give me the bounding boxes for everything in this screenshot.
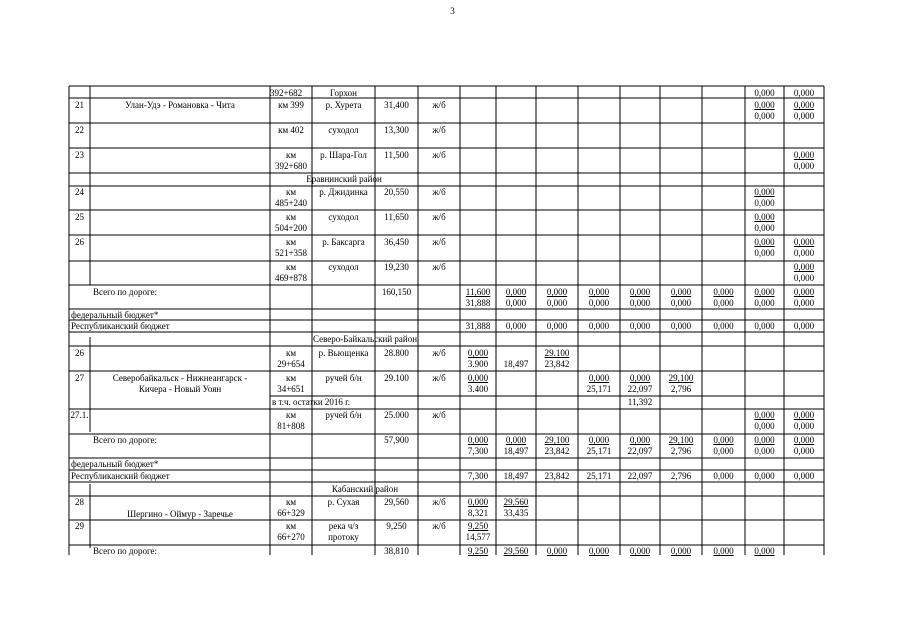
total-value: 0,000	[588, 287, 610, 297]
cell-place: р. Шара-Гол	[320, 150, 367, 160]
budget-value: 23,842	[544, 471, 570, 481]
budget-value: 18,497	[503, 471, 529, 481]
total-value: 0,000	[588, 435, 610, 445]
row-number: 29	[75, 521, 84, 531]
republic-budget-label: Республиканский бюджет	[71, 471, 170, 481]
cell-km: 66+329	[277, 508, 305, 518]
cell-value: 0,000	[793, 88, 815, 98]
budget-value: 0,000	[588, 321, 610, 331]
cell-value: 18,497	[503, 359, 529, 369]
road-name-line2: Кичера - Новый Уоян	[138, 384, 222, 394]
cell-type: ж/б	[432, 373, 446, 383]
total-length: 38,810	[384, 546, 409, 556]
cell-length: 11,500	[384, 150, 409, 160]
cell-value: 3.900	[467, 359, 489, 369]
cell-place: р. Хурета	[325, 100, 362, 110]
cell-type: ж/б	[432, 100, 446, 110]
total-value: 29,100	[668, 435, 694, 445]
total-length: 160,150	[381, 287, 412, 297]
budget-value: 0,000	[505, 321, 527, 331]
cell-value: 33,435	[503, 508, 529, 518]
cell-value: 0,000	[754, 111, 775, 121]
cell-km: 392+680	[274, 161, 308, 171]
cell-place: суходол	[328, 125, 359, 135]
cell-value: 3.400	[467, 384, 489, 394]
budget-value: 0,000	[670, 321, 692, 331]
budget-value: 31,888	[465, 321, 491, 331]
total-value: 7,300	[467, 446, 489, 456]
total-value: 0,000	[754, 546, 775, 556]
total-value: 0,000	[629, 435, 651, 445]
total-value: 0,000	[670, 298, 692, 308]
total-value: 0,000	[793, 287, 815, 297]
cell-length: 11,650	[384, 212, 409, 222]
row-number: 21	[75, 100, 84, 110]
row-number: 28	[75, 497, 84, 507]
cell-value: 0,000	[754, 410, 775, 420]
budget-value: 0,000	[793, 471, 815, 481]
cell-value: 0,000	[754, 212, 775, 222]
total-value: 0,000	[793, 435, 815, 445]
cell-length: 31,400	[384, 100, 409, 110]
cell-km: км	[285, 497, 297, 507]
cell-length: 13,300	[384, 125, 409, 135]
total-value: 0,000	[713, 435, 734, 445]
cell-value: 0,000	[793, 273, 815, 283]
cell-km: 392+682	[270, 88, 303, 98]
cell-type: ж/б	[432, 521, 446, 531]
row-number: 27.1.	[70, 410, 89, 420]
cell-km: км	[285, 150, 297, 160]
cell-value: 0,000	[754, 223, 775, 233]
total-value: 0,000	[754, 435, 775, 445]
remainder-note: в т.ч. остатки 2016 г.	[272, 397, 351, 407]
total-value: 0,000	[713, 287, 734, 297]
total-value: 25,171	[586, 446, 612, 456]
district-heading: Кабанский район	[331, 484, 399, 494]
row-number: 26	[75, 348, 84, 358]
cell-value: 25,171	[586, 384, 612, 394]
cell-km: км	[285, 187, 297, 197]
road-name-line1: Северобайкальск - Нижнеангарск -	[112, 373, 248, 383]
cell-km: км	[285, 348, 297, 358]
cell-value: 14,577	[465, 532, 491, 542]
cell-type: ж/б	[432, 262, 446, 272]
cell-value: 29,560	[503, 497, 529, 507]
cell-value: 2,796	[670, 384, 692, 394]
cell-value: 0,000	[754, 100, 775, 110]
total-value: 18,497	[503, 446, 529, 456]
cell-value: 9,250	[467, 521, 489, 531]
cell-value: 8,321	[467, 508, 489, 518]
cell-km: 29+654	[277, 359, 305, 369]
cell-value: 29,100	[668, 373, 694, 383]
budget-value: 2,796	[670, 471, 692, 481]
republic-budget-label: Республиканский бюджет	[71, 321, 170, 331]
row-number: 22	[75, 125, 84, 135]
budget-value: 25,171	[586, 471, 612, 481]
cell-place: р. Баксарга	[322, 237, 365, 247]
cell-type: ж/б	[432, 497, 446, 507]
total-label: Всего по дороге:	[93, 546, 158, 556]
cell-value: 0,000	[588, 373, 610, 383]
cell-length: 20,550	[384, 187, 409, 197]
cell-value: 22,097	[627, 384, 653, 394]
total-value: 0,000	[629, 546, 651, 556]
cell-value: 0,000	[754, 187, 775, 197]
cell-value: 0,000	[754, 237, 775, 247]
total-value: 0,000	[588, 546, 610, 556]
total-value: 11,600	[465, 287, 491, 297]
cell-value: 0,000	[793, 248, 815, 258]
cell-type: ж/б	[432, 410, 446, 420]
total-value: 2,796	[670, 446, 692, 456]
total-value: 0,000	[713, 446, 734, 456]
cell-value: 0,000	[793, 161, 815, 171]
budget-value: 7,300	[467, 471, 489, 481]
cell-km: км	[285, 237, 297, 247]
federal-budget-label: федеральный бюджет*	[71, 459, 159, 469]
budget-value: 22,097	[627, 471, 653, 481]
road-name: Шергино - Оймур - Заречье	[127, 509, 233, 519]
cell-place: ручей б/н	[325, 410, 362, 420]
total-value: 0,000	[670, 287, 692, 297]
total-value: 22,097	[627, 446, 653, 456]
row-number: 24	[75, 187, 84, 197]
cell-length: 19,230	[384, 262, 409, 272]
remainder-value: 11,392	[627, 397, 653, 407]
cell-value: 0,000	[793, 150, 815, 160]
budget-value: 0,000	[713, 321, 734, 331]
cell-km: км	[285, 373, 297, 383]
row-number: 23	[75, 150, 84, 160]
cell-value: 0,000	[467, 373, 489, 383]
cell-value: 0,000	[754, 88, 775, 98]
total-value: 9,250	[467, 546, 489, 556]
cell-km: км	[285, 410, 297, 420]
cell-length: 29.100	[384, 373, 409, 383]
row-number: 25	[75, 212, 84, 222]
federal-budget-label: федеральный бюджет*	[71, 310, 159, 320]
total-value: 0,000	[629, 287, 651, 297]
cell-value: 0,000	[467, 497, 489, 507]
cell-value: 0,000	[754, 198, 775, 208]
cell-value: 0,000	[793, 410, 815, 420]
cell-place: р. Джидинка	[319, 187, 368, 197]
page-number: 3	[450, 6, 455, 16]
cell-km: км	[285, 262, 297, 272]
cell-type: ж/б	[432, 150, 446, 160]
total-value: 29,560	[503, 546, 529, 556]
total-value: 0,000	[629, 298, 651, 308]
district-heading: Северо-Байкальский район	[312, 334, 418, 344]
cell-km: 34+651	[277, 384, 305, 394]
cell-km: км 402	[278, 125, 304, 135]
cell-km: км	[285, 521, 297, 531]
total-value: 0,000	[505, 298, 527, 308]
budget-value: 0,000	[793, 321, 815, 331]
row-number: 26	[75, 237, 84, 247]
cell-type: ж/б	[432, 187, 446, 197]
cell-km: 66+270	[277, 532, 305, 542]
cell-value: 0,000	[793, 100, 815, 110]
total-value: 31,888	[465, 298, 491, 308]
cell-km: 469+878	[274, 273, 308, 283]
total-label: Всего по дороге:	[93, 287, 158, 297]
cell-type: ж/б	[432, 212, 446, 222]
cell-value: 0,000	[754, 248, 775, 258]
cell-length: 36,450	[384, 237, 409, 247]
cell-value: 0,000	[793, 421, 815, 431]
cell-place: Горхон	[330, 88, 357, 98]
total-value: 0,000	[754, 298, 775, 308]
cell-length: 29,560	[384, 497, 409, 507]
total-value: 0,000	[505, 287, 527, 297]
cell-place: ручей б/н	[325, 373, 362, 383]
cell-place: река ч/з	[328, 521, 359, 531]
cell-place: суходол	[328, 262, 359, 272]
total-value: 0,000	[713, 298, 734, 308]
cell-value: 23,842	[544, 359, 570, 369]
cell-length: 25.000	[384, 410, 409, 420]
cell-place: протоку	[328, 532, 359, 542]
district-heading: Еравнинский район	[306, 174, 382, 184]
total-value: 0,000	[467, 435, 489, 445]
cell-place: р. Вьющенка	[318, 348, 369, 358]
budget-value: 0,000	[546, 321, 568, 331]
total-value: 0,000	[793, 446, 815, 456]
cell-km: 521+358	[274, 248, 308, 258]
budget-value: 0,000	[754, 471, 775, 481]
cell-place: р. Сухая	[327, 497, 360, 507]
budget-value: 0,000	[754, 321, 775, 331]
total-value: 0,000	[546, 298, 568, 308]
cell-km: 504+200	[274, 223, 308, 233]
cell-value: 29.100	[544, 348, 570, 358]
total-value: 0,000	[670, 546, 692, 556]
budget-value: 0,000	[713, 471, 734, 481]
cell-length: 28.800	[384, 348, 409, 358]
cell-type: ж/б	[432, 237, 446, 247]
total-value: 0,000	[588, 298, 610, 308]
total-value: 29,100	[544, 435, 570, 445]
total-value: 0,000	[754, 446, 775, 456]
cell-type: ж/б	[432, 125, 446, 135]
cell-km: 81+808	[277, 421, 305, 431]
total-value: 23,842	[544, 446, 570, 456]
total-value: 0,000	[546, 546, 568, 556]
total-label: Всего по дороге:	[93, 435, 158, 445]
total-length: 57,900	[384, 435, 409, 445]
cell-value: 0,000	[793, 262, 815, 272]
road-name: Улан-Удэ - Романовка - Чита	[125, 100, 235, 110]
cell-value: 0,000	[629, 373, 651, 383]
cell-value: 0,000	[754, 421, 775, 431]
total-value: 0,000	[713, 546, 734, 556]
cell-length: 9,250	[386, 521, 407, 531]
cell-km: км 399	[278, 100, 304, 110]
cell-value: 0,000	[793, 111, 815, 121]
cell-value: 0,000	[793, 237, 815, 247]
total-value: 0,000	[793, 298, 815, 308]
cell-value: 0,000	[467, 348, 489, 358]
cell-place: суходол	[328, 212, 359, 222]
budget-value: 0,000	[629, 321, 651, 331]
total-value: 0,000	[754, 287, 775, 297]
cell-km: км	[285, 212, 297, 222]
row-number: 27	[75, 373, 84, 383]
total-value: 0,000	[505, 435, 527, 445]
cell-type: ж/б	[432, 348, 446, 358]
total-value: 0,000	[546, 287, 568, 297]
cell-km: 485+240	[274, 198, 308, 208]
